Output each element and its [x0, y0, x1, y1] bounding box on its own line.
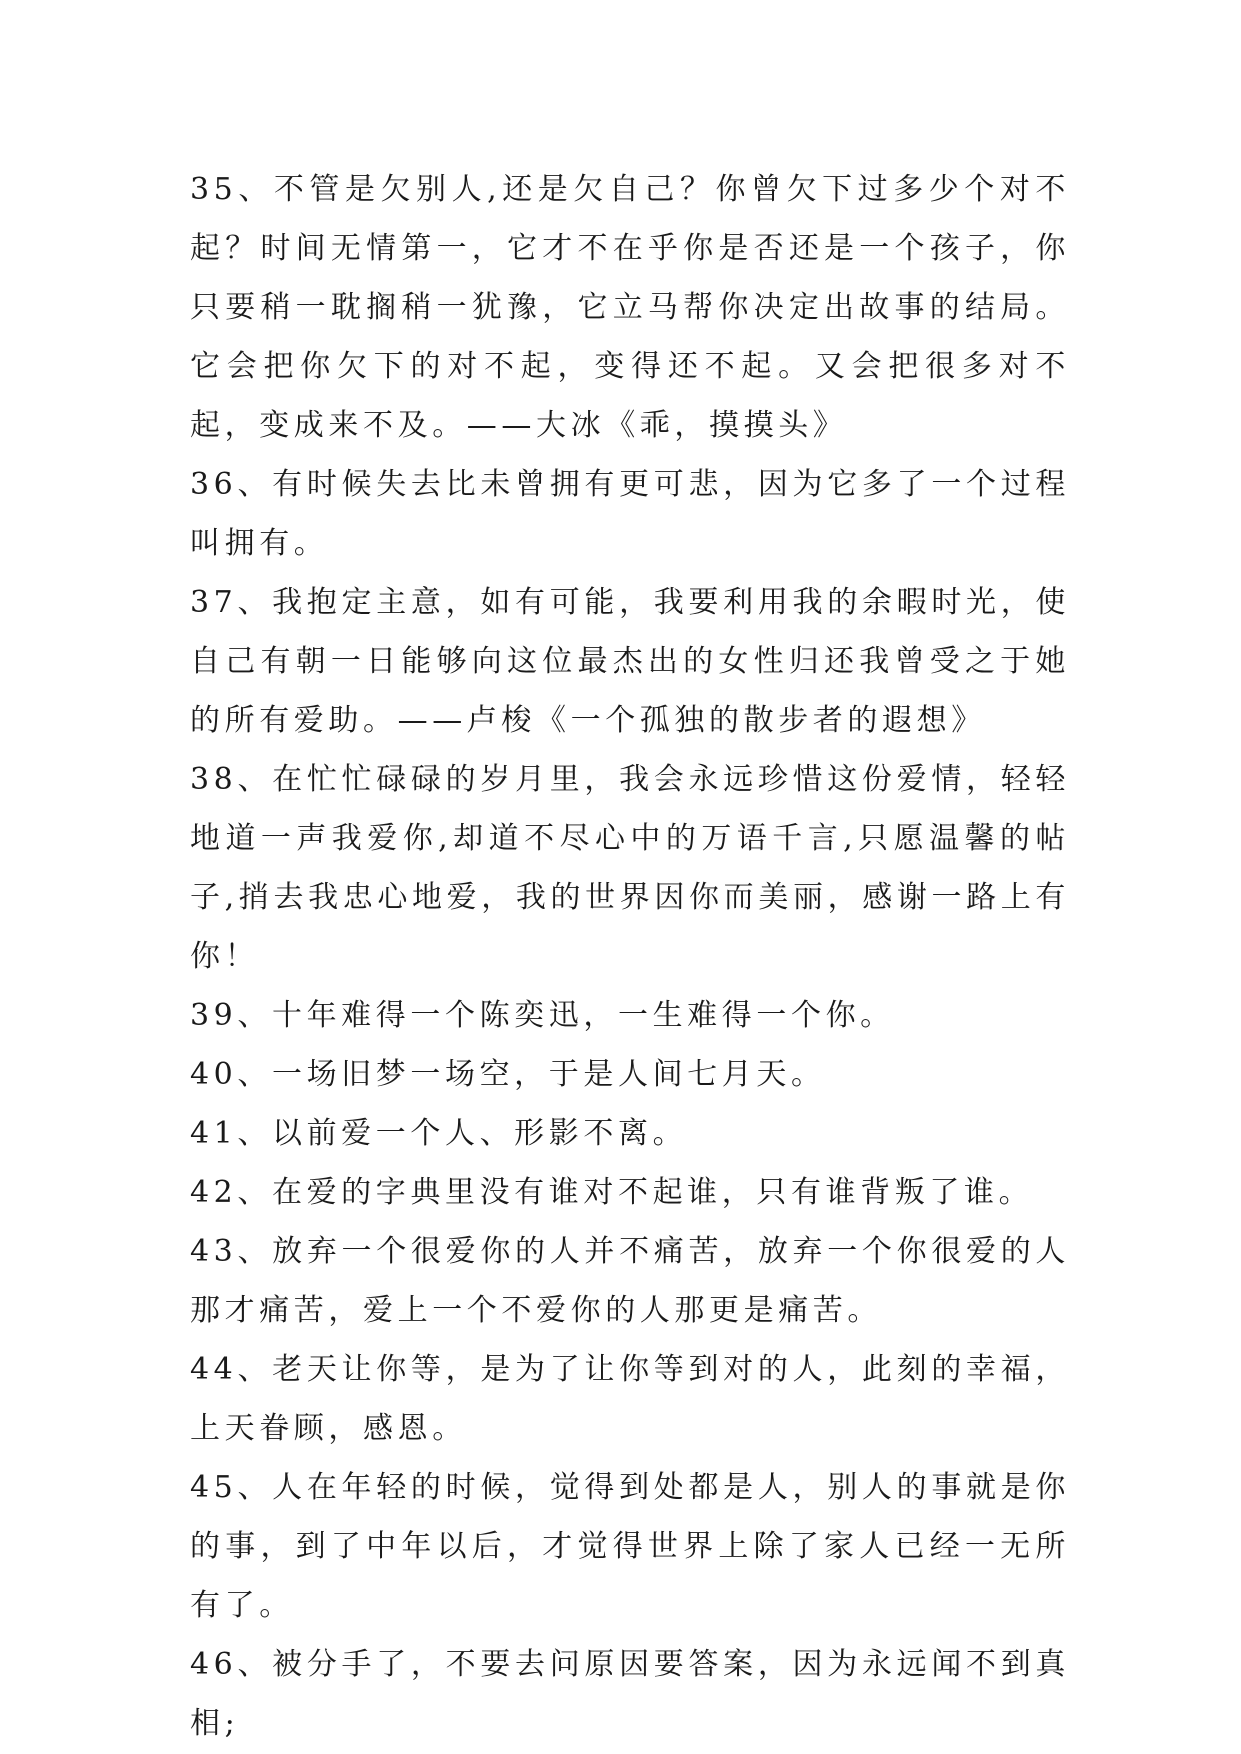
document-body	[190, 160, 1070, 1753]
list-item-45: 45、人在年轻的时候，觉得到处都是人，别人的事就是你的事，到了中年以后，才觉得世界上除了家人已经一无所有了。	[190, 1470, 1070, 1623]
list-item-42: 42、在爱的字典里没有谁对不起谁，只有谁背叛了谁。	[190, 1175, 1034, 1210]
list-item-46: 46、被分手了，不要去问原因要答案，因为永远闻不到真相;	[190, 1647, 1070, 1741]
list-item-44: 44、老天让你等，是为了让你等到对的人，此刻的幸福，上天眷顾，感恩。	[190, 1352, 1070, 1446]
list-item-43: 43、放弃一个很爱你的人并不痛苦，放弃一个你很爱的人那才痛苦，爱上一个不爱你的人那更是痛苦。	[190, 1234, 1070, 1328]
list-item-35: 35、不管是欠别人,还是欠自己？你曾欠下过多少个对不起？时间无情第一，它才不在乎你是否还是一个孩子，你只要稍一耽搁稍一犹豫，它立马帮你决定出故事的结局。它会把你欠下的对不起，变得还不起。又会把很多对不起，变成来不及。——大冰《乖，摸摸头》	[190, 172, 1070, 443]
list-item-37: 37、我抱定主意，如有可能，我要利用我的余暇时光，使自己有朝一日能够向这位最杰出的女性归还我曾受之于她的所有爱助。——卢梭《一个孤独的散步者的遐想》	[190, 585, 1070, 738]
list-item-39: 39、十年难得一个陈奕迅，一生难得一个你。	[190, 998, 895, 1033]
list-item-41: 41、以前爱一个人、形影不离。	[190, 1116, 688, 1151]
list-item-38: 38、在忙忙碌碌的岁月里，我会永远珍惜这份爱情，轻轻地道一声我爱你,却道不尽心中的万语千言,只愿温馨的帖子,捎去我忠心地爱，我的世界因你而美丽，感谢一路上有你！	[190, 762, 1070, 974]
list-item-40: 40、一场旧梦一场空，于是人间七月天。	[190, 1057, 826, 1092]
list-item-36: 36、有时候失去比未曾拥有更可悲，因为它多了一个过程叫拥有。	[190, 467, 1070, 561]
